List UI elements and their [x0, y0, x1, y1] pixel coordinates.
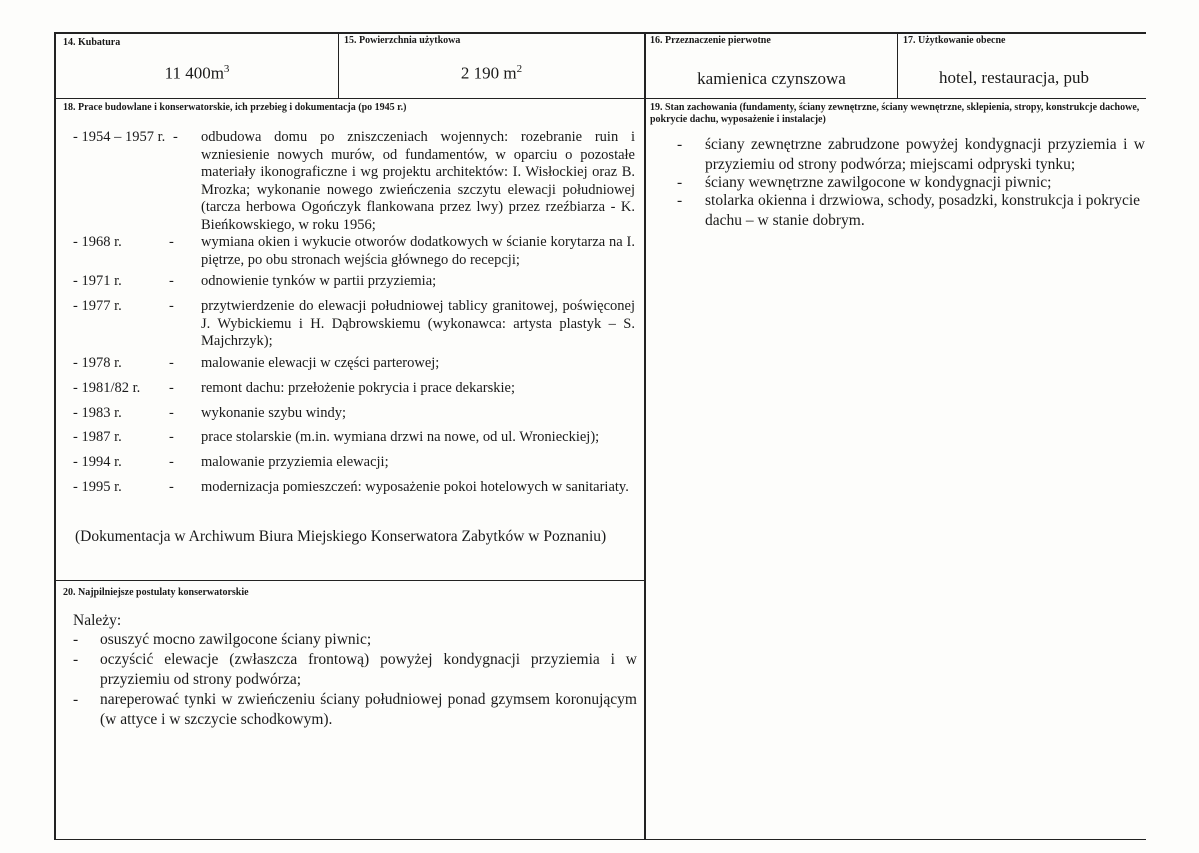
powierzchnia-number: 2 190 m: [460, 63, 517, 83]
postulate-dash: -: [73, 651, 79, 668]
entry-date: - 1968 r.: [73, 234, 122, 250]
entry-text: wymiana okien i wykucie otworów dodatkowych w ścianie korytarza na I. piętrze, po obu stronach wejścia głównego do recepcji;: [201, 234, 635, 268]
entry-date: - 1971 r.: [73, 273, 122, 289]
entry-date: - 1995 r.: [73, 479, 122, 495]
condition-text: ściany wewnętrzne zawilgocone w kondygnacji piwnic;: [705, 174, 1052, 191]
entry-dash: -: [169, 405, 174, 421]
entry-text: malowanie elewacji w części parterowej;: [201, 355, 440, 371]
entry-text: prace stolarskie (m.in. wymiana drzwi na nowe, od ul. Wronieckiej);: [201, 429, 600, 445]
section20-label: 20. Najpilniejsze postulaty konserwatorskie: [63, 587, 249, 598]
przeznaczenie-value: kamienica czynszowa: [697, 69, 846, 88]
entry-text: wykonanie szybu windy;: [201, 405, 346, 421]
postulate-dash: -: [73, 691, 79, 708]
kubatura-exponent: 3: [223, 63, 230, 75]
entry-dash: -: [169, 429, 174, 445]
entry-dash: -: [169, 479, 174, 495]
section19-label: 19. Stan zachowania (fundamenty, ściany zewnętrzne, ściany wewnętrzne, sklepienia, stropy, konstrukcje dachowe, pokrycie dachu, wyposażenie i instalacje): [650, 102, 1140, 125]
entry-text: modernizacja pomieszczeń: wyposażenie pokoi hotelowych w sanitariaty.: [201, 479, 629, 495]
kubatura-value: [56, 63, 338, 84]
przeznaczenie-label: 16. Przeznaczenie pierwotne: [650, 35, 771, 46]
entry-dash: -: [173, 129, 178, 145]
postulates-intro: Należy:: [73, 612, 122, 629]
entry-dash: -: [169, 355, 174, 371]
postulate-text: osuszyć mocno zawilgocone ściany piwnic;: [100, 631, 372, 648]
rule-top: [54, 32, 1146, 34]
entry-dash: -: [169, 234, 174, 250]
powierzchnia-value: [339, 63, 644, 84]
condition-dash: -: [677, 192, 683, 209]
rule-row1: [54, 98, 1146, 99]
entry-date: - 1994 r.: [73, 454, 122, 470]
entry-date: - 1981/82 r.: [73, 380, 141, 396]
entry-date: - 1978 r.: [73, 355, 122, 371]
postulate-dash: -: [73, 631, 79, 648]
entry-date: - 1983 r.: [73, 405, 122, 421]
entry-date: - 1977 r.: [73, 298, 122, 314]
rule-v3: [897, 32, 898, 98]
powierzchnia-exponent: 2: [516, 63, 523, 75]
condition-text: stolarka okienna i drzwiowa, schody, posadzki, konstrukcja i pokrycie dachu – w stanie dobrym.: [705, 192, 1141, 229]
entry-text: malowanie przyziemia elewacji;: [201, 454, 389, 470]
condition-dash: -: [677, 174, 683, 191]
entry-text: odbudowa domu po zniszczeniach wojennych: rozebranie ruin i wzniesienie nowych murów, od fundamentów, w oparciu o pozostałe materiały ikonograficzne i wg projektu architektów: I. Wisłockiej oraz B. Mrozka; wykonanie nowego zwieńczenia szczytu elewacji południowej (tarcza herbowa Ogończyk flankowana przez lwy) przez rzeźbiarza - K. Bieńkowskiego, w roku 1956;: [201, 129, 635, 233]
documentation-note: (Dokumentacja w Archiwum Biura Miejskiego Konserwatora Zabytków w Poznaniu): [75, 528, 607, 545]
kubatura-number: 11 400m: [164, 63, 224, 83]
uzytkowanie-value: hotel, restauracja, pub: [938, 68, 1090, 87]
entry-dash: -: [169, 380, 174, 396]
section18-label: 18. Prace budowlane i konserwatorskie, ich przebieg i dokumentacja (po 1945 r.): [63, 102, 407, 113]
entry-text: remont dachu: przełożenie pokrycia i prace dekarskie;: [201, 380, 516, 396]
rule-left: [54, 32, 56, 840]
condition-dash: -: [677, 136, 683, 153]
uzytkowanie-label: 17. Użytkowanie obecne: [903, 35, 1006, 46]
entry-date: - 1987 r.: [73, 429, 122, 445]
rule-v2: [644, 32, 646, 840]
entry-dash: -: [169, 273, 174, 289]
rule-bottom: [54, 839, 1146, 840]
entry-dash: -: [169, 454, 174, 470]
entry-dash: -: [169, 298, 174, 314]
postulate-text: nareperować tynki w zwieńczeniu ściany południowej ponad gzymsem koronującym (w attyce i w szczycie schodkowym).: [100, 691, 637, 728]
entry-text: przytwierdzenie do elewacji południowej tablicy granitowej, poświęconej J. Wybickiemu i H. Dąbrowskiemu (wykonawca: artysta plastyk – S. Majchrzyk);: [201, 298, 635, 349]
condition-text: ściany zewnętrzne zabrudzone powyżej kondygnacji przyziemia i w przyziemiu od strony podwórza; miejscami odpryski tynku;: [705, 136, 1145, 173]
powierzchnia-label: 15. Powierzchnia użytkowa: [344, 35, 461, 46]
postulate-text: oczyścić elewacje (zwłaszcza frontową) powyżej kondygnacji przyziemia i w przyziemiu od strony podwórza;: [100, 651, 637, 688]
entry-date: - 1954 – 1957 r.: [73, 129, 166, 145]
entry-text: odnowienie tynków w partii przyziemia;: [201, 273, 437, 289]
kubatura-label: 14. Kubatura: [63, 37, 121, 48]
rule-row2: [54, 580, 645, 581]
